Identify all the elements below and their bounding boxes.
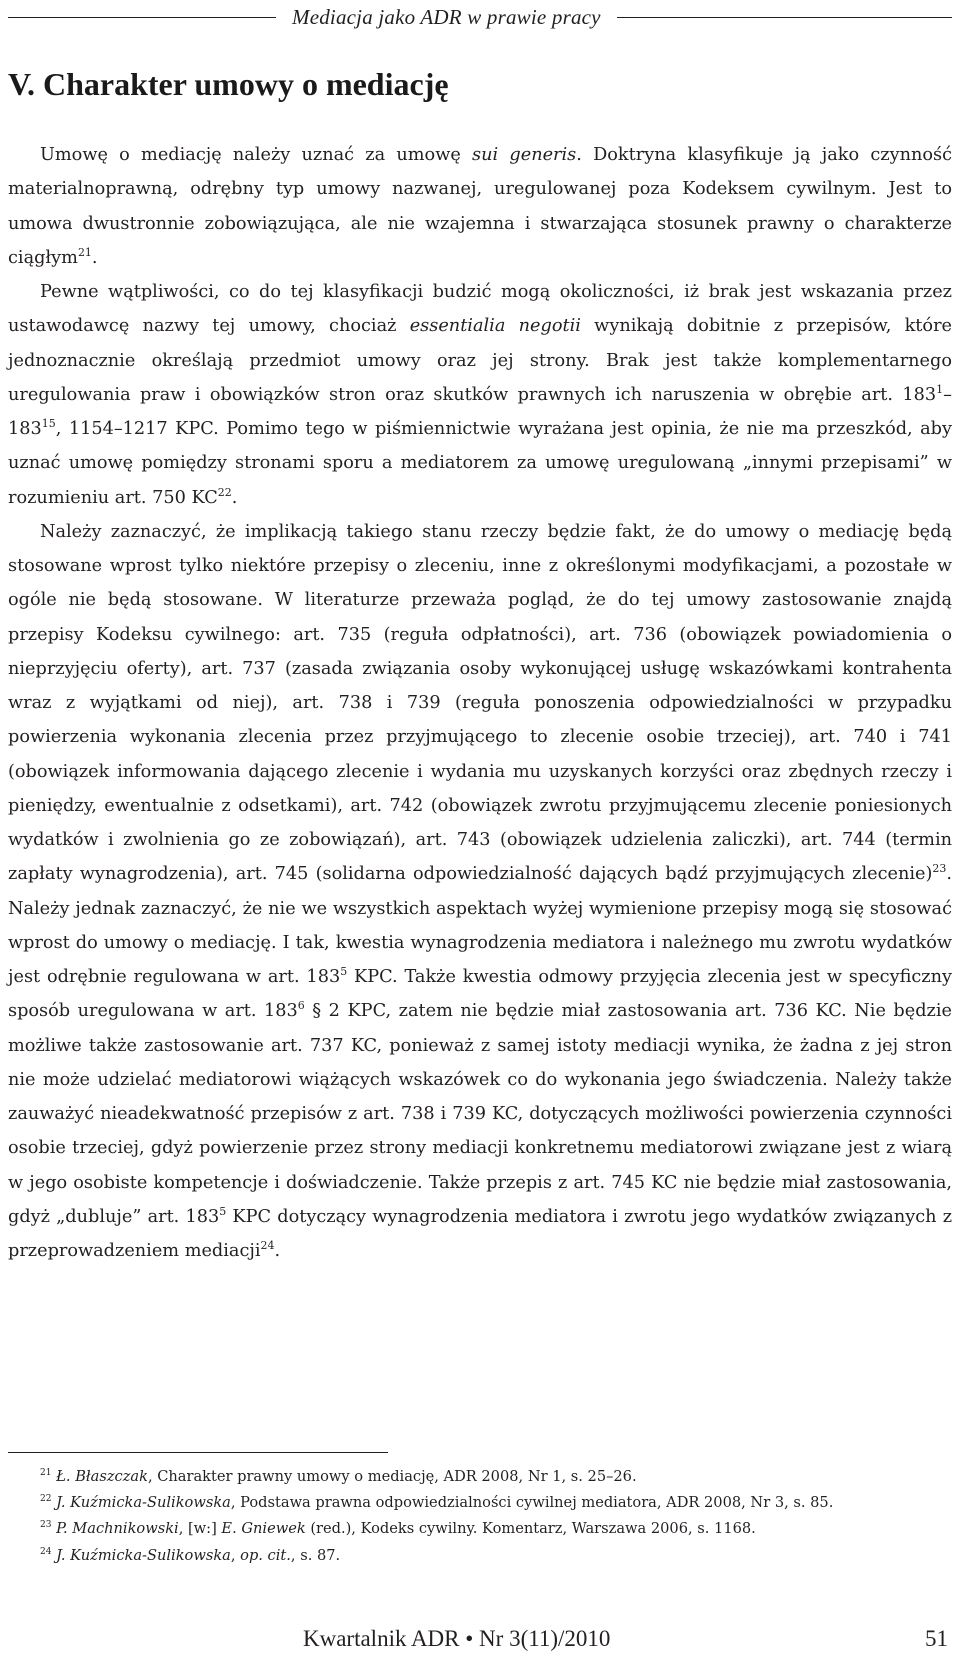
italic-text: Ł. Błaszczak <box>56 1468 148 1485</box>
text-run: Umowę o mediację należy uznać za umowę <box>40 145 473 165</box>
footnote-ref: 22 <box>40 1494 52 1505</box>
italic-text: essentialia negotii <box>409 316 581 337</box>
footnote-separator <box>8 1452 388 1453</box>
text-run: , Podstawa prawna odpowiedzialności cywilnej mediatora, ADR 2008, Nr 3, s. 85. <box>230 1494 834 1512</box>
footnote-ref: 23 <box>932 862 947 876</box>
text-run: –183 <box>8 384 952 439</box>
text-run: . <box>231 487 238 508</box>
footnote-ref: 6 <box>297 999 305 1013</box>
body-text <box>8 138 952 1268</box>
italic-text: J. Kuźmicka-Sulikowska <box>56 1546 231 1564</box>
footnote-ref: 23 <box>40 1520 52 1531</box>
text-run: KPC dotyczący wynagrodzenia mediatora i zwrotu jego wydatków związanych z przeprowadzeniem mediacji <box>8 1206 953 1261</box>
text-run: Należy zaznaczyć, że implikacją takiego stanu rzeczy będzie fakt, że do umowy o mediację będą stosowane wprost tylko niektóre przepisy o zleceniu, inne z określonymi modyfikacjami, a pozostałe w ogóle nie będą stosowane. W literaturze przeważa pogląd, że do tej umowy zastosowanie znajdą przepisy Kodeksu cywilnego: art. 735 (reguła odpłatności), art. 736 (obowiązek powiadomienia o nieprzyjęciu oferty), art. 737 (zasada związania osoby wykonującej usługę wskazówkami kontrahenta wraz z wyjątkami od niej), art. 738 i 739 (reguła ponoszenia odpowiedzialności w przypadku powierzenia wykonania zlecenia przez przyjmującego to zlecenie osobie trzeciej), art. 740 i 741 (obowiązek informowania dającego zlecenie i wydania mu uzyskanych korzyści oraz zbędnych rzeczy i pieniędzy, ewentualnie z odsetkami), art. 742 (obowiązek zwrotu przyjmującemu zlecenie poniesionych wydatków i zwolnienia go ze zobowiązań), art. 743 (obowiązek udzielenia zaliczki), art. 744 (termin zapłaty wynagrodzenia), art. 745 (solidarna odpowiedzialność dających bądź przyjmujących zlecenie) <box>8 521 952 885</box>
footnote-ref: 22 <box>217 485 232 499</box>
text-run: . Doktryna klasyfikuje ją jako czynność materialnoprawną, odrębny typ umowy nazwanej, uregulowanej poza Kodeksem cywilnym. Jest to umowa dwustronnie zobowiązująca, ale nie wzajemna i stwarzająca stosunek prawny o charakterze ciągłym <box>8 145 952 268</box>
text-run: , 1154–1217 KPC. Pomimo tego w piśmiennictwie wyrażana jest opinia, że nie ma przeszkód, aby uznać umowę pomiędzy stronami sporu a mediatorem za umowę uregulowaną „innymi przepisami” w rozumieniu art. 750 KC <box>8 419 952 508</box>
text-run: KPC. Także kwestia odmowy przyjęcia zlecenia jest w specyficzny sposób uregulowana w art. 183 <box>8 967 952 1022</box>
text-run: (red.), Kodeks cywilny. Komentarz, Warszawa 2006, s. 1168. <box>305 1520 756 1538</box>
journal-title: Kwartalnik ADR • Nr 3(11)/2010 <box>303 1626 611 1651</box>
footnote-ref: 15 <box>41 417 56 431</box>
italic-text: E. Gniewek <box>221 1520 306 1538</box>
italic-text: P. Machnikowski <box>56 1520 179 1538</box>
footnote <box>8 1516 952 1542</box>
footnote-ref: 1 <box>936 382 944 396</box>
text-run: . Należy jednak zaznaczyć, że nie we wszystkich aspektach wyżej wymienione przepisy mogą się stosować wprost do umowy o mediację. I tak, kwestia wynagrodzenia mediatora i należnego mu zwrotu wydatków jest odrębnie regulowana w art. 183 <box>8 864 952 987</box>
footnotes <box>8 1464 952 1569</box>
page-footer <box>8 1626 952 1656</box>
footnote <box>8 1490 952 1516</box>
paragraph <box>8 515 952 1269</box>
running-head <box>8 0 952 34</box>
text-run: , <box>230 1546 241 1564</box>
text-run: wynikają dobitnie z przepisów, które jednoznacznie określają przedmiot umowy oraz jej strony. Brak jest także komplementarnego uregulowania praw i obowiązków stron oraz skutków prawnych ich naruszenia w obrębie art. 183 <box>8 316 952 405</box>
text-run: . <box>274 1241 281 1261</box>
page-number: 51 <box>925 1626 948 1651</box>
section-title: V. Charakter umowy o mediację <box>8 66 449 102</box>
text-run: , Charakter prawny umowy o mediację, ADR 2008, Nr 1, s. 25–26. <box>147 1468 637 1485</box>
footnote-ref: 5 <box>340 965 348 979</box>
footnote-ref: 24 <box>260 1239 275 1253</box>
text-run: , [w:] <box>178 1520 222 1538</box>
text-run: , s. 87. <box>290 1546 341 1564</box>
running-head-rule-right <box>617 17 952 18</box>
italic-text: op. cit. <box>240 1546 291 1564</box>
text-run: . <box>91 247 98 268</box>
running-head-title: Mediacja jako ADR w prawie pracy <box>292 4 601 29</box>
paragraph <box>8 138 952 275</box>
text-run: Pewne wątpliwości, co do tej klasyfikacji budzić mogą okoliczności, iż brak jest wskazania przez ustawodawcę nazwy tej umowy, chociaż <box>8 282 952 337</box>
italic-text: J. Kuźmicka-Sulikowska <box>56 1494 231 1512</box>
italic-text: sui generis <box>472 145 577 165</box>
footnote <box>8 1464 952 1490</box>
footnote-ref: 21 <box>77 245 92 259</box>
paragraph <box>8 275 952 515</box>
footnote-ref: 24 <box>40 1546 52 1557</box>
footnote-ref: 5 <box>219 1204 227 1218</box>
footnote-ref: 21 <box>40 1468 52 1479</box>
running-head-rule-left <box>8 17 276 18</box>
footnote <box>8 1543 952 1569</box>
text-run: § 2 KPC, zatem nie będzie miał zastosowania art. 736 KC. Nie będzie możliwe także zastosowanie art. 737 KC, ponieważ z samej istoty mediacji wynika, że żadna z jej stron nie może udzielać mediatorowi wiążących wskazówek co do wykonania jego świadczenia. Należy także zauważyć nieadekwatność przepisów z art. 738 i 739 KC, dotyczących możliwości powierzenia czynności osobie trzeciej, gdyż powierzenie przez strony mediacji konkretnemu mediatorowi związane jest z wiarą w jego osobiste kompetencje i doświadczenie. Także przepis z art. 745 KC nie będzie miał zastosowania, gdyż „dubluje” art. 183 <box>8 1001 952 1227</box>
